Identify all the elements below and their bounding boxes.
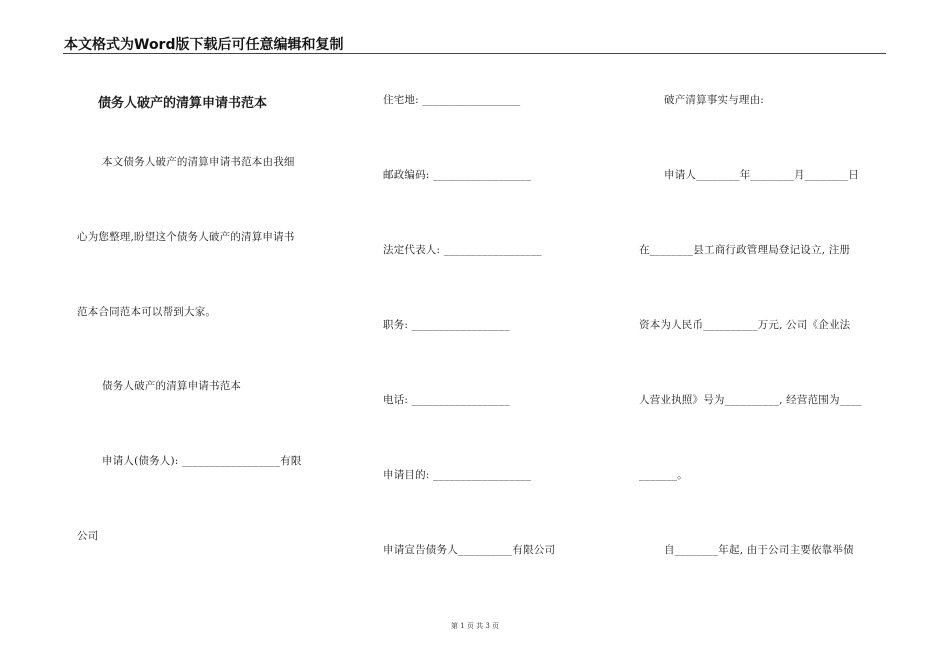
- col3-line-2: 申请人________年________月________日: [664, 169, 859, 181]
- col3-line-4: 资本为人民币__________万元, 公司《企业法: [639, 319, 851, 331]
- col1-line-6: 公司: [77, 530, 99, 542]
- col2-line-5: 电话: __________________: [383, 394, 510, 406]
- col3-line-6: _______。: [639, 469, 688, 481]
- col2-line-6: 申请目的: __________________: [383, 469, 532, 481]
- col1-line-1: 本文债务人破产的清算申请书范本由我细: [102, 156, 295, 168]
- col3-line-1: 破产清算事实与理由:: [664, 94, 765, 106]
- header-divider: [63, 53, 886, 54]
- col3-line-5: 人营业执照》号为__________, 经营范围为____: [639, 394, 862, 406]
- col2-line-7: 申请宣告债务人__________有限公司: [383, 544, 556, 556]
- col2-line-3: 法定代表人: __________________: [383, 244, 542, 256]
- col3-line-3: 在________县工商行政管理局登记设立, 注册: [639, 244, 851, 256]
- document-title: 债务人破产的清算申请书范本: [98, 96, 268, 111]
- col1-line-4: 债务人破产的清算申请书范本: [102, 380, 242, 392]
- col1-line-2: 心为您整理,盼望这个债务人破产的清算申请书: [77, 231, 295, 243]
- document-header-title: 本文格式为Word版下载后可任意编辑和复制: [64, 37, 344, 53]
- col2-line-4: 职务: __________________: [383, 319, 510, 331]
- col1-line-5: 申请人(债务人): __________________有限: [102, 455, 302, 467]
- page-number: 第 1 页 共 3 页: [450, 622, 500, 630]
- col2-line-2: 邮政编码: __________________: [383, 169, 532, 181]
- col1-line-3: 范本合同范本可以帮到大家。: [77, 306, 217, 318]
- col3-line-7: 自________年起, 由于公司主要依靠举债: [664, 544, 854, 556]
- col2-line-1: 住宅地: __________________: [383, 94, 521, 106]
